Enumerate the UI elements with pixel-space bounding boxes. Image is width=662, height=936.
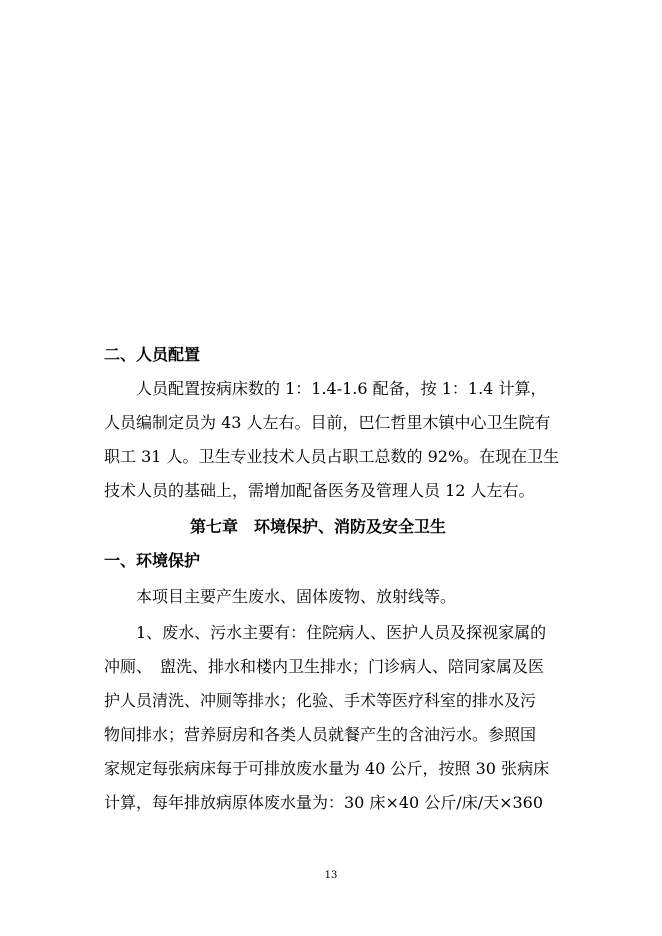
staffing-paragraph-line: 职工 31 人。卫生专业技术人员占职工总数的 92%。在现在卫生 xyxy=(104,447,560,466)
wastewater-paragraph-line: 计算，每年排放病原体废水量为：30 床×40 公斤/床/天×360 xyxy=(104,793,544,812)
wastewater-paragraph-line: 护人员清洗、冲厕等排水；化验、手术等医疗科室的排水及污 xyxy=(104,691,537,710)
section-heading-staffing: 二、人员配置 xyxy=(104,345,201,364)
subsection-heading-environment: 一、环境保护 xyxy=(104,551,201,570)
staffing-paragraph-line: 人员编制定员为 43 人左右。目前，巴仁哲里木镇中心卫生院有 xyxy=(104,413,551,432)
staffing-paragraph-line: 人员配置按病床数的 1：1.4-1.6 配备，按 1：1.4 计算， xyxy=(136,379,547,398)
wastewater-paragraph-line: 家规定每张病床每于可排放废水量为 40 公斤，按照 30 张病床 xyxy=(104,759,550,778)
wastewater-paragraph-line: 物间排水；营养厨房和各类人员就餐产生的含油污水。参照国 xyxy=(104,725,537,744)
chapter-title: 第七章 环境保护、消防及安全卫生 xyxy=(190,517,447,536)
page-number: 13 xyxy=(324,870,338,881)
staffing-paragraph-line: 技术人员的基础上，需增加配备医务及管理人员 12 人左右。 xyxy=(104,481,535,500)
wastewater-paragraph-line: 冲厕、 盥洗、排水和楼内卫生排水；门诊病人、陪同家属及医 xyxy=(104,657,545,676)
wastewater-paragraph-line: 1、废水、污水主要有：住院病人、医护人员及探视家属的 xyxy=(136,623,547,642)
intro-line: 本项目主要产生废水、固体废物、放射线等。 xyxy=(136,587,457,606)
